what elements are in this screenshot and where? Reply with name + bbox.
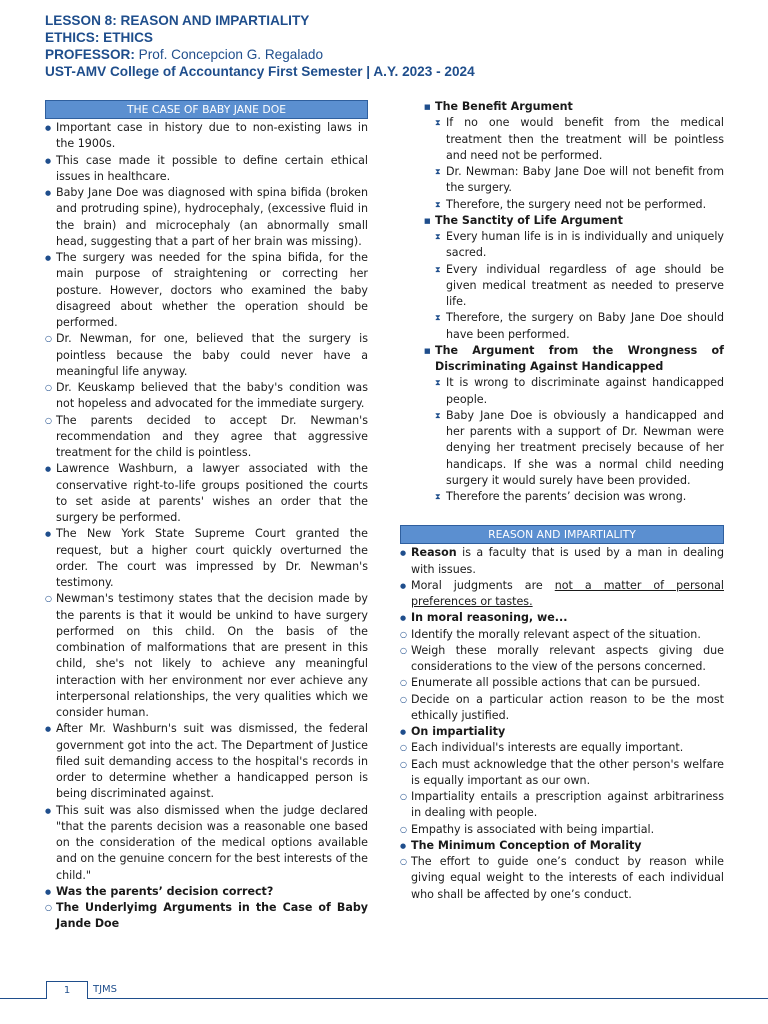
college-semester-line: UST-AMV College of Accountancy First Semester | A.Y. 2023 - 2024 [45, 64, 475, 79]
page-number: 1 [46, 981, 88, 999]
benefit-points [435, 115, 724, 213]
list-item: ⧗ Every human life is in is individually and uniquely sacred. [435, 229, 724, 262]
list-item: ⧗ Therefore the parents’ decision was wrong. [435, 489, 724, 505]
list-item: ○ Impartiality entails a prescription against arbitrariness in dealing with people. [400, 789, 724, 822]
testimony-list [45, 591, 368, 721]
course-title: ETHICS: ETHICS [45, 30, 153, 45]
list-item-impartiality: ● On impartiality [400, 724, 724, 740]
list-item: ○ Dr. Newman, for one, believed that the surgery is pointless because the baby could never have a meaningful life anyway. [45, 331, 368, 380]
list-item: ⧗ It is wrong to discriminate against handicapped people. [435, 375, 724, 408]
reason-term: Reason [411, 546, 457, 560]
list-item: ○ Empathy is associated with being impartial. [400, 822, 724, 838]
list-item: ○ The parents decided to accept Dr. Newman's recommendation and they agree that aggressive treatment for the child is pointless. [45, 413, 368, 462]
list-item: ○ Newman's testimony states that the decision made by the parents is that it would be unkind to have surgery performed on this child. On the basis of the combination of malformations that are present in this child, she's not likely to achieve any meaningful interaction with her environment nor ever achieve any interpersonal relationships, the very qualities which we consider human. [45, 591, 368, 721]
list-item: ● Lawrence Washburn, a lawyer associated with the conservative right-to-life groups positioned the courts to set aside at parents' wishes an order that the surgery be performed. [45, 461, 368, 526]
list-item: ○ Identify the morally relevant aspect of the situation. [400, 627, 724, 643]
section-title-reason-impartiality: REASON AND IMPARTIALITY [400, 525, 724, 544]
moral-judgments-text: Moral judgments are [411, 578, 555, 592]
list-item: ● Important case in history due to non-existing laws in the 1900s. [45, 120, 368, 153]
list-item-moral-reasoning: ● In moral reasoning, we... [400, 610, 724, 626]
arguments-list [424, 99, 724, 115]
minimum-conception-heading-list [400, 838, 724, 854]
list-item: ● This suit was also dismissed when the judge declared "that the parents decision was a reasonable one based on the consideration of the medical options available and on the genuine concern for the best interests of the child." [45, 803, 368, 884]
lesson-title: LESSON 8: REASON AND IMPARTIALITY [45, 13, 310, 28]
list-item: ● This case made it possible to define certain ethical issues in healthcare. [45, 153, 368, 186]
left-column [45, 100, 368, 933]
professor-name: Prof. Concepcion G. Regalado [138, 47, 324, 62]
doctor-opinions-list [45, 331, 368, 461]
list-item: ○ Decide on a particular action reason to be the most ethically justified. [400, 692, 724, 725]
list-item: ⧗ If no one would benefit from the medical treatment then the treatment will be pointless and need not be performed. [435, 115, 724, 164]
list-item: ● The New York State Supreme Court granted the request, but a higher court quickly overturned the order. The court was impressed by Dr. Newman's testimony. [45, 526, 368, 591]
discrimination-points [435, 375, 724, 505]
argument-title-benefit: ■ The Benefit Argument [424, 99, 724, 115]
list-item-question: ● Was the parents’ decision correct? [45, 884, 368, 900]
minimum-conception-points [400, 854, 724, 903]
impartiality-points [400, 740, 724, 838]
arguments-heading-list [45, 900, 368, 933]
argument-title-sanctity: ■ The Sanctity of Life Argument [424, 213, 724, 229]
list-item: ● After Mr. Washburn's suit was dismissed, the federal government got into the act. The Department of Justice filed suit demanding access to the hospital's records in order to determine whether a handicapped person is being discriminated against. [45, 721, 368, 802]
court-list [45, 461, 368, 591]
footer-rule [0, 998, 768, 999]
sanctity-points [435, 229, 724, 343]
list-item: ⧗ Therefore, the surgery need not be performed. [435, 197, 724, 213]
list-item [400, 578, 724, 611]
list-item: ⧗ Dr. Newman: Baby Jane Doe will not benefit from the surgery. [435, 164, 724, 197]
dismissal-list [45, 721, 368, 900]
list-item-minimum-conception: ● The Minimum Conception of Morality [400, 838, 724, 854]
reason-list [400, 545, 724, 626]
list-item: ⧗ Every individual regardless of age should be given medical treatment as needed to preserve life. [435, 262, 724, 311]
moral-judgments-underlined: not a matter of personal preferences or tastes. [411, 578, 724, 608]
list-item: ○ Weigh these morally relevant aspects giving due considerations to the view of the persons concerned. [400, 643, 724, 676]
professor-label: PROFESSOR: [45, 47, 135, 62]
list-item [45, 250, 368, 331]
document-header [45, 12, 745, 80]
reason-definition: is a faculty that is used by a man in dealing with issues. [411, 546, 724, 576]
argument-title-discrimination: ■ The Argument from the Wrongness of Discriminating Against Handicapped [424, 343, 724, 376]
footer-initials: TJMS [93, 984, 118, 995]
arguments-list [424, 343, 724, 376]
list-item: ○ Each individual's interests are equally important. [400, 740, 724, 756]
list-item: ○ Each must acknowledge that the other person's welfare is equally important as our own. [400, 757, 724, 790]
list-item-arguments-heading: ○ The Underlyimg Arguments in the Case of Baby Jande Doe [45, 900, 368, 933]
section-title-baby-jane-doe: THE CASE OF BABY JANE DOE [45, 100, 368, 119]
impartiality-heading-list [400, 724, 724, 740]
list-item: ○ Dr. Keuskamp believed that the baby's condition was not hopeless and advocated for the immediate surgery. [45, 380, 368, 413]
professor-line [45, 46, 745, 63]
right-column [400, 99, 724, 903]
list-item [400, 545, 724, 578]
list-item-text: The surgery was needed for the spina bifida, for the main purpose of straightening or correcting her posture. However, doctors who examined the baby disagreed about whether the operation should be performed. [56, 251, 368, 329]
baby-jane-doe-list [45, 120, 368, 331]
list-item: ○ Enumerate all possible actions that can be pursued. [400, 675, 724, 691]
list-item: ⧗ Therefore, the surgery on Baby Jane Doe should have been performed. [435, 310, 724, 343]
list-item: ⧗ Baby Jane Doe is obviously a handicapped and her parents with a support of Dr. Newman were denying her treatment precisely because of her handicaps. If she was a normal child needing surgery it would surely have been provided. [435, 408, 724, 489]
moral-reasoning-steps [400, 627, 724, 725]
arguments-list [424, 213, 724, 229]
list-item: ● Baby Jane Doe was diagnosed with spina bifida (broken and protruding spine), hydrocephaly, (excessive fluid in the brain) and microcephaly (an abnormally small head, suggesting that a part of her brain was missing). [45, 185, 368, 250]
list-item: ○ The effort to guide one’s conduct by reason while giving equal weight to the interests of each individual who shall be affected by one’s conduct. [400, 854, 724, 903]
